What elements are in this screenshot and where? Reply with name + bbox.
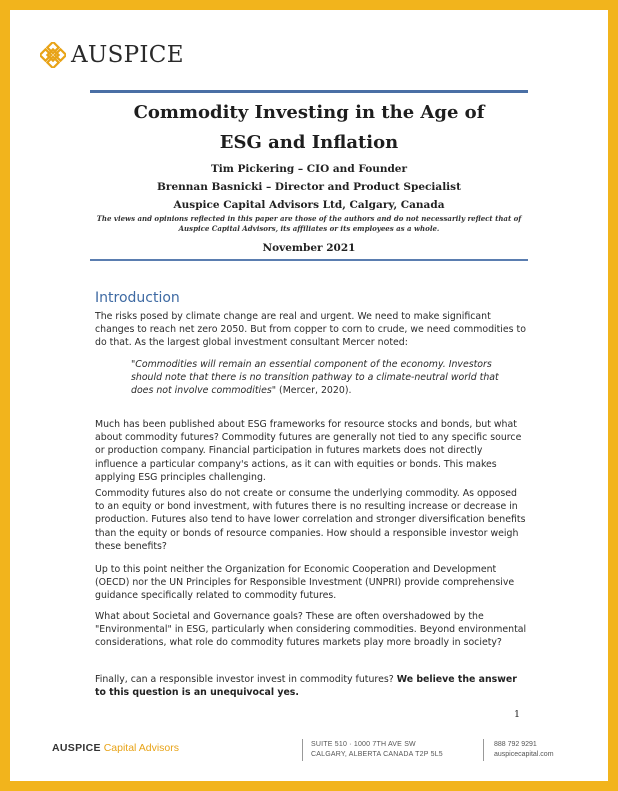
title-line-1: Commodity Investing in the Age of bbox=[133, 102, 485, 123]
page-number: 1 bbox=[514, 709, 521, 720]
author-1: Tim Pickering – CIO and Founder bbox=[210, 163, 408, 175]
disclaimer: The views and opinions reflected in this paper are those of the authors and do not necessarily reflect that of Auspice Capital Advisors, its affiliates or its employees as a whole. bbox=[96, 214, 522, 233]
quote-citation: (Mercer, 2020). bbox=[276, 385, 352, 397]
footer-website: auspicecapital.com bbox=[494, 751, 554, 758]
quote-text: "Commodities will remain an essential component of the economy. Investors should note that there is no transition pathway to a climate-neutral world that does not involve commodities" bbox=[131, 359, 499, 397]
title-line-2: ESG and Inflation bbox=[219, 132, 399, 153]
footer-divider bbox=[302, 739, 303, 761]
footer-brand-bold: AUSPICE bbox=[52, 742, 101, 754]
block-quote bbox=[131, 358, 517, 398]
footer-phone: 888 792 9291 bbox=[494, 741, 537, 748]
paragraph-4: Up to this point neither the Organization for Economic Cooperation and Development (OECD) nor the UN Principles for Responsible Investment (UNPRI) provide comprehensive guidance specifically related to commodity futures. bbox=[95, 564, 515, 602]
footer-brand bbox=[52, 742, 179, 754]
paragraph-2: Much has been published about ESG frameworks for resource stocks and bonds, but what about commodity futures? Commodity futures are generally not tied to any specific source or production company. Financial participation in futures markets does not directly influence a particular company's actions, as it can with equities or bonds. This makes applying ESG principles challenging. bbox=[95, 419, 522, 483]
affiliation: Auspice Capital Advisors Ltd, Calgary, Canada bbox=[173, 199, 445, 211]
paragraph-3: Commodity futures also do not create or consume the underlying commodity. As opposed to an equity or bond investment, with futures there is no resulting increase or decrease in production. Futures also tend to have lower correlation and stronger diversification benefits than the equity or bonds of resource companies. How should a responsible investor weigh these benefits? bbox=[95, 488, 526, 552]
title-rule bbox=[90, 259, 528, 261]
footer-address-line-2: CALGARY, ALBERTA CANADA T2P 5L5 bbox=[311, 751, 443, 758]
logo-wordmark: AUSPICE bbox=[71, 42, 184, 68]
footer-address bbox=[311, 740, 443, 760]
auspice-logo bbox=[40, 40, 184, 70]
knot-logo-icon bbox=[40, 42, 66, 68]
paragraph-5: What about Societal and Governance goals? These are often overshadowed by the "Environmental" in ESG, particularly when considering commodities. Beyond environmental considerations, what role do commodity futures markets play more broadly in society? bbox=[95, 611, 527, 649]
author-2: Brennan Basnicki – Director and Product Specialist bbox=[157, 181, 461, 193]
header-rule bbox=[90, 90, 528, 93]
footer-contact bbox=[494, 740, 554, 760]
footer-address-line-1: SUITE 510 · 1000 7TH AVE SW bbox=[311, 741, 416, 748]
paragraph-6 bbox=[95, 673, 527, 699]
footer-divider bbox=[483, 739, 484, 761]
paragraph-1: The risks posed by climate change are real and urgent. We need to make significant changes to reach net zero 2050. But from copper to corn to crude, we need commodities to do that. As the largest global investment consultant Mercer noted: bbox=[95, 311, 526, 349]
publication-date: November 2021 bbox=[262, 242, 356, 254]
section-heading: Introduction bbox=[95, 290, 180, 306]
paragraph-6-emphasis: We believe the answer to this question is an unequivocal yes. bbox=[95, 674, 517, 699]
footer-brand-light: Capital Advisors bbox=[100, 742, 179, 754]
paragraph-6-text: Finally, can a responsible investor invest in commodity futures? bbox=[95, 674, 397, 685]
